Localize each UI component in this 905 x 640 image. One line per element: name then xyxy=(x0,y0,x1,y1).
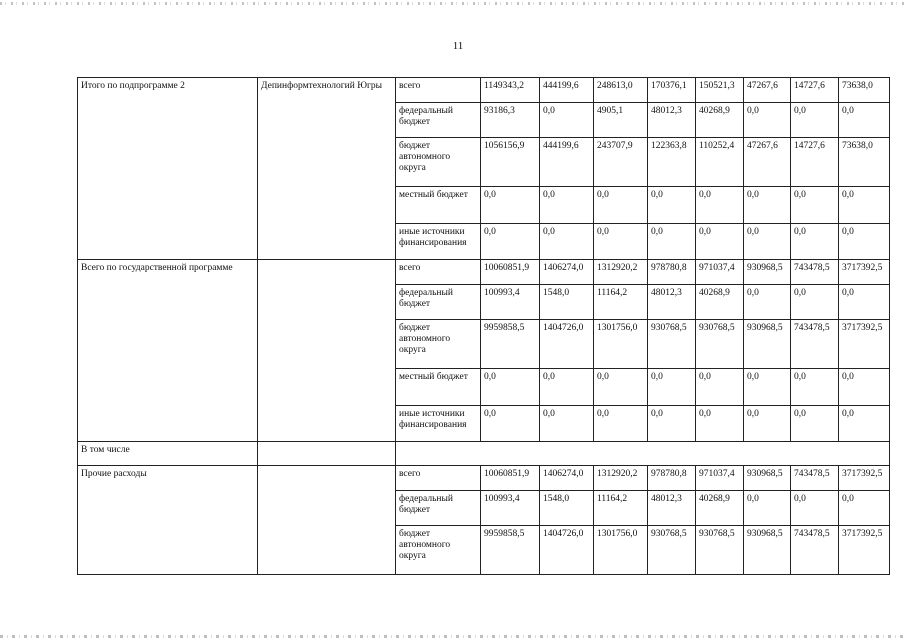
amount-cell: 1548,0 xyxy=(540,285,594,320)
amount-cell: 9959858,5 xyxy=(481,320,540,369)
amount-cell: 40268,9 xyxy=(696,103,744,138)
executor-cell xyxy=(258,260,396,442)
amount-cell: 14727,6 xyxy=(791,78,839,103)
amount-cell: 1404726,0 xyxy=(540,320,594,369)
amount-cell: 930968,5 xyxy=(744,526,791,575)
scan-edge-top xyxy=(0,2,905,5)
amount-cell: 0,0 xyxy=(839,187,890,224)
amount-cell: 1312920,2 xyxy=(594,260,648,285)
amount-cell: 100993,4 xyxy=(481,285,540,320)
amount-cell: 3717392,5 xyxy=(839,260,890,285)
row-group-label: Всего по государственной программе xyxy=(78,260,258,442)
amount-cell: 0,0 xyxy=(744,406,791,442)
amount-cell: 930968,5 xyxy=(744,320,791,369)
amount-cell: 0,0 xyxy=(481,224,540,260)
amount-cell: 1301756,0 xyxy=(594,320,648,369)
amount-cell: 0,0 xyxy=(481,369,540,406)
amount-cell: 0,0 xyxy=(744,491,791,526)
amount-cell: 3717392,5 xyxy=(839,320,890,369)
amount-cell: 930768,5 xyxy=(696,320,744,369)
amount-cell: 0,0 xyxy=(594,224,648,260)
amount-cell: 0,0 xyxy=(648,406,696,442)
funding-source-cell: бюджет автономного округа xyxy=(396,138,481,187)
amount-cell: 150521,3 xyxy=(696,78,744,103)
amount-cell: 930768,5 xyxy=(648,526,696,575)
amount-cell: 0,0 xyxy=(594,406,648,442)
amount-cell: 48012,3 xyxy=(648,491,696,526)
amount-cell: 73638,0 xyxy=(839,138,890,187)
amount-cell: 3717392,5 xyxy=(839,466,890,491)
empty-cell xyxy=(258,442,396,466)
amount-cell: 930968,5 xyxy=(744,260,791,285)
amount-cell: 1406274,0 xyxy=(540,260,594,285)
funding-source-cell: всего xyxy=(396,78,481,103)
amount-cell: 40268,9 xyxy=(696,285,744,320)
amount-cell: 0,0 xyxy=(839,369,890,406)
amount-cell: 1548,0 xyxy=(540,491,594,526)
amount-cell: 0,0 xyxy=(696,369,744,406)
amount-cell: 978780,8 xyxy=(648,260,696,285)
amount-cell: 170376,1 xyxy=(648,78,696,103)
scan-edge-bottom xyxy=(0,635,905,638)
amount-cell: 0,0 xyxy=(481,406,540,442)
amount-cell: 3717392,5 xyxy=(839,526,890,575)
amount-cell: 444199,6 xyxy=(540,78,594,103)
amount-cell: 0,0 xyxy=(839,103,890,138)
amount-cell: 10060851,9 xyxy=(481,260,540,285)
funding-source-cell: всего xyxy=(396,260,481,285)
amount-cell: 0,0 xyxy=(648,369,696,406)
amount-cell: 0,0 xyxy=(791,491,839,526)
funding-source-cell: иные источники финансирования xyxy=(396,406,481,442)
amount-cell: 1406274,0 xyxy=(540,466,594,491)
row-group-label: Итого по подпрограмме 2 xyxy=(78,78,258,260)
amount-cell: 0,0 xyxy=(540,224,594,260)
amount-cell: 743478,5 xyxy=(791,466,839,491)
table-row xyxy=(78,260,890,285)
amount-cell: 48012,3 xyxy=(648,103,696,138)
amount-cell: 0,0 xyxy=(696,187,744,224)
funding-source-cell: всего xyxy=(396,466,481,491)
amount-cell: 1056156,9 xyxy=(481,138,540,187)
amount-cell: 47267,6 xyxy=(744,138,791,187)
amount-cell: 1404726,0 xyxy=(540,526,594,575)
empty-cell xyxy=(396,442,890,466)
amount-cell: 0,0 xyxy=(481,187,540,224)
executor-cell xyxy=(258,466,396,575)
amount-cell: 0,0 xyxy=(648,224,696,260)
amount-cell: 0,0 xyxy=(791,187,839,224)
section-row xyxy=(78,442,890,466)
amount-cell: 0,0 xyxy=(696,406,744,442)
amount-cell: 100993,4 xyxy=(481,491,540,526)
amount-cell: 0,0 xyxy=(540,406,594,442)
amount-cell: 743478,5 xyxy=(791,526,839,575)
amount-cell: 11164,2 xyxy=(594,491,648,526)
amount-cell: 122363,8 xyxy=(648,138,696,187)
amount-cell: 14727,6 xyxy=(791,138,839,187)
amount-cell: 0,0 xyxy=(744,224,791,260)
amount-cell: 0,0 xyxy=(791,285,839,320)
funding-source-cell: иные источники финансирования xyxy=(396,224,481,260)
page-number: 11 xyxy=(452,40,464,52)
amount-cell: 444199,6 xyxy=(540,138,594,187)
amount-cell: 248613,0 xyxy=(594,78,648,103)
amount-cell: 110252,4 xyxy=(696,138,744,187)
amount-cell: 971037,4 xyxy=(696,466,744,491)
amount-cell: 0,0 xyxy=(744,103,791,138)
amount-cell: 0,0 xyxy=(648,187,696,224)
section-label: В том числе xyxy=(78,442,258,466)
funding-source-cell: федеральный бюджет xyxy=(396,285,481,320)
table-row xyxy=(78,466,890,491)
amount-cell: 1149343,2 xyxy=(481,78,540,103)
amount-cell: 0,0 xyxy=(791,224,839,260)
amount-cell: 0,0 xyxy=(696,224,744,260)
table-row xyxy=(78,78,890,103)
funding-source-cell: федеральный бюджет xyxy=(396,491,481,526)
amount-cell: 0,0 xyxy=(744,369,791,406)
amount-cell: 4905,1 xyxy=(594,103,648,138)
amount-cell: 0,0 xyxy=(744,187,791,224)
amount-cell: 0,0 xyxy=(540,369,594,406)
amount-cell: 930968,5 xyxy=(744,466,791,491)
amount-cell: 743478,5 xyxy=(791,260,839,285)
funding-source-cell: местный бюджет xyxy=(396,187,481,224)
amount-cell: 0,0 xyxy=(540,187,594,224)
budget-table xyxy=(77,77,890,575)
amount-cell: 243707,9 xyxy=(594,138,648,187)
amount-cell: 10060851,9 xyxy=(481,466,540,491)
amount-cell: 93186,3 xyxy=(481,103,540,138)
amount-cell: 0,0 xyxy=(744,285,791,320)
funding-source-cell: бюджет автономного округа xyxy=(396,526,481,575)
amount-cell: 9959858,5 xyxy=(481,526,540,575)
amount-cell: 48012,3 xyxy=(648,285,696,320)
amount-cell: 0,0 xyxy=(839,406,890,442)
amount-cell: 0,0 xyxy=(791,369,839,406)
amount-cell: 0,0 xyxy=(594,187,648,224)
amount-cell: 0,0 xyxy=(791,406,839,442)
executor-cell: Депинформтехнологий Югры xyxy=(258,78,396,260)
amount-cell: 743478,5 xyxy=(791,320,839,369)
funding-source-cell: местный бюджет xyxy=(396,369,481,406)
row-group-label: Прочие расходы xyxy=(78,466,258,575)
funding-source-cell: федеральный бюджет xyxy=(396,103,481,138)
amount-cell: 0,0 xyxy=(839,224,890,260)
amount-cell: 47267,6 xyxy=(744,78,791,103)
amount-cell: 0,0 xyxy=(540,103,594,138)
amount-cell: 930768,5 xyxy=(648,320,696,369)
amount-cell: 978780,8 xyxy=(648,466,696,491)
amount-cell: 0,0 xyxy=(839,285,890,320)
amount-cell: 73638,0 xyxy=(839,78,890,103)
amount-cell: 1312920,2 xyxy=(594,466,648,491)
amount-cell: 1301756,0 xyxy=(594,526,648,575)
amount-cell: 971037,4 xyxy=(696,260,744,285)
amount-cell: 930768,5 xyxy=(696,526,744,575)
amount-cell: 11164,2 xyxy=(594,285,648,320)
funding-source-cell: бюджет автономного округа xyxy=(396,320,481,369)
amount-cell: 0,0 xyxy=(791,103,839,138)
amount-cell: 0,0 xyxy=(839,491,890,526)
amount-cell: 40268,9 xyxy=(696,491,744,526)
amount-cell: 0,0 xyxy=(594,369,648,406)
